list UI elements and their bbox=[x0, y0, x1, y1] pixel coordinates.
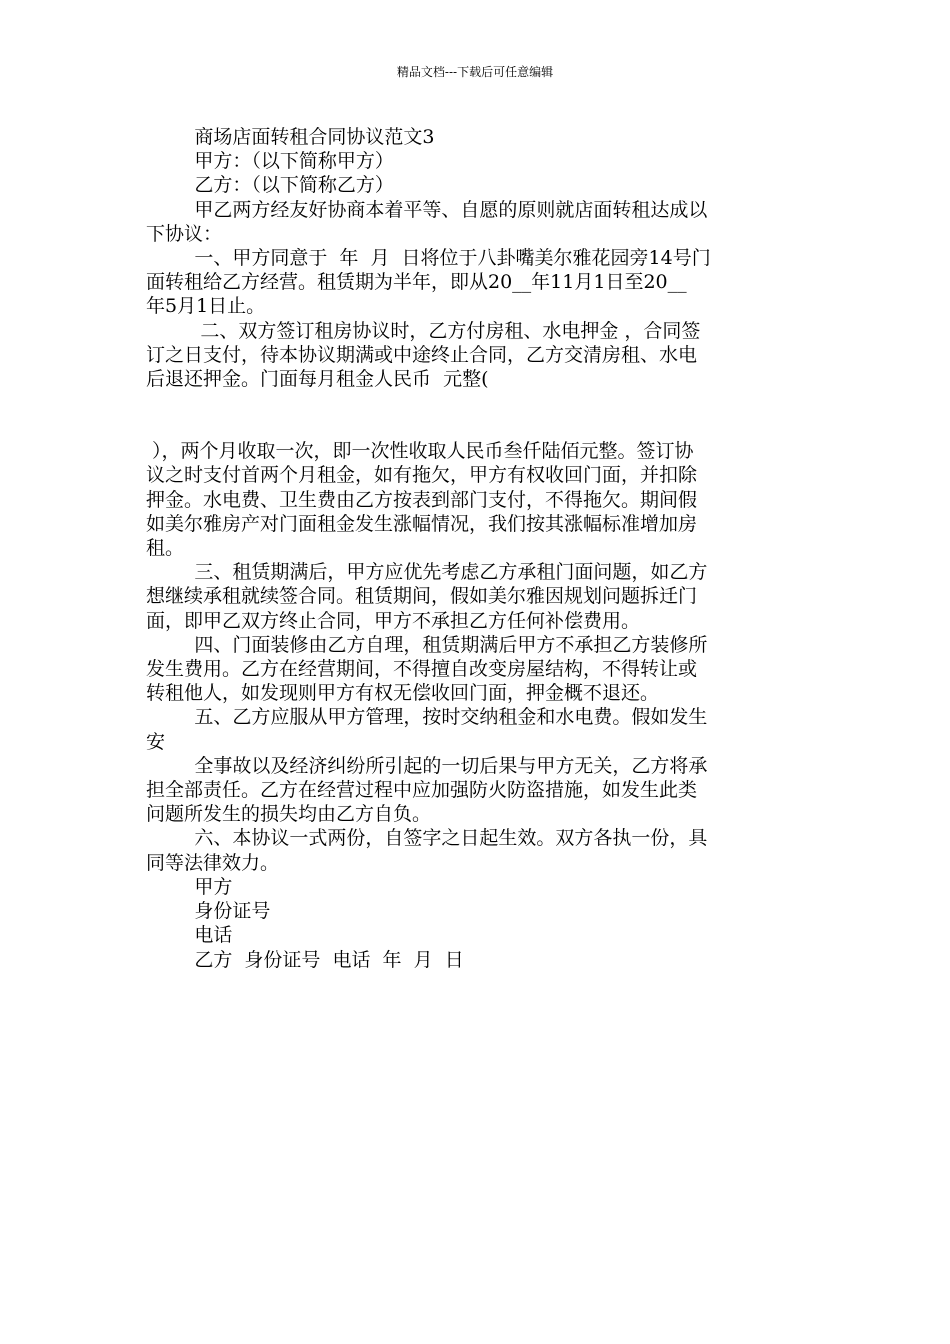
body-line: 后退还押金。门面每月租金人民币 元整( bbox=[146, 368, 489, 391]
page-header: 精品文档---下载后可任意编辑 bbox=[396, 65, 554, 79]
signature-party-b: 乙方 身份证号 电话 年 月 日 bbox=[146, 948, 464, 971]
body-line: 甲乙两方经友好协商本着平等、自愿的原则就店面转租达成以 bbox=[146, 198, 708, 221]
body-line: 三、租赁期满后，甲方应优先考虑乙方承租门面问题，如乙方 bbox=[146, 561, 708, 584]
body-line: 转租他人，如发现则甲方有权无偿收回门面，押金概不退还。 bbox=[146, 682, 660, 705]
body-line: 订之日支付，待本协议期满或中途终止合同，乙方交清房租、水电 bbox=[146, 343, 698, 366]
body-line: 担全部责任。乙方在经营过程中应加强防火防盗措施，如发生此类 bbox=[146, 779, 698, 802]
signature-phone: 电话 bbox=[146, 924, 233, 947]
body-line: 议之时支付首两个月租金，如有拖欠，甲方有权收回门面，并扣除 bbox=[146, 464, 698, 487]
body-line: 如美尔雅房产对门面租金发生涨幅情况，我们按其涨幅标准增加房 bbox=[146, 512, 698, 535]
body-line: 面，即甲乙双方终止合同，甲方不承担乙方任何补偿费用。 bbox=[146, 609, 641, 632]
body-line: 二、双方签订租房协议时，乙方付房租、水电押金 ，合同签 bbox=[146, 319, 701, 342]
contract-body bbox=[146, 125, 810, 972]
body-line: 面转租给乙方经营。租赁期为半年，即从20__年11月1日至20__ bbox=[146, 271, 687, 294]
body-line: 五、乙方应服从甲方管理，按时交纳租金和水电费。假如发生 bbox=[146, 706, 708, 729]
body-line: 想继续承租就续签合同。租赁期间，假如美尔雅因规划问题拆迁门 bbox=[146, 585, 698, 608]
signature-party-a: 甲方 bbox=[146, 875, 233, 898]
body-line: 发生费用。乙方在经营期间，不得擅自改变房屋结构，不得转让或 bbox=[146, 658, 698, 681]
party-b-line: 乙方：（以下简称乙方） bbox=[146, 174, 394, 197]
body-line: 问题所发生的损失均由乙方自负。 bbox=[146, 803, 432, 826]
body-line: 一、甲方同意于 年 月 日将位于八卦嘴美尔雅花园旁14号门 bbox=[146, 247, 711, 270]
body-line: 同等法律效力。 bbox=[146, 851, 280, 874]
body-line: 年5月1日止。 bbox=[146, 295, 266, 318]
body-line: ），两个月收取一次，即一次性收取人民币叁仟陆佰元整。签订协 bbox=[146, 440, 694, 463]
signature-id-number: 身份证号 bbox=[146, 900, 271, 923]
body-line: 六、本协议一式两份，自签字之日起生效。双方各执一份，具 bbox=[146, 827, 708, 850]
body-line: 全事故以及经济纠纷所引起的一切后果与甲方无关，乙方将承 bbox=[146, 754, 708, 777]
contract-title: 商场店面转租合同协议范文3 bbox=[146, 126, 435, 148]
body-line: 押金。水电费、卫生费由乙方按表到部门支付，不得拖欠。期间假 bbox=[146, 488, 698, 511]
party-a-line: 甲方：（以下简称甲方） bbox=[146, 150, 394, 173]
body-line: 下协议： bbox=[146, 222, 223, 245]
body-line: 安 bbox=[146, 730, 166, 753]
body-line: 四、门面装修由乙方自理，租赁期满后甲方不承担乙方装修所 bbox=[146, 633, 708, 656]
body-line: 租。 bbox=[146, 537, 185, 560]
blank-gap bbox=[146, 391, 810, 439]
